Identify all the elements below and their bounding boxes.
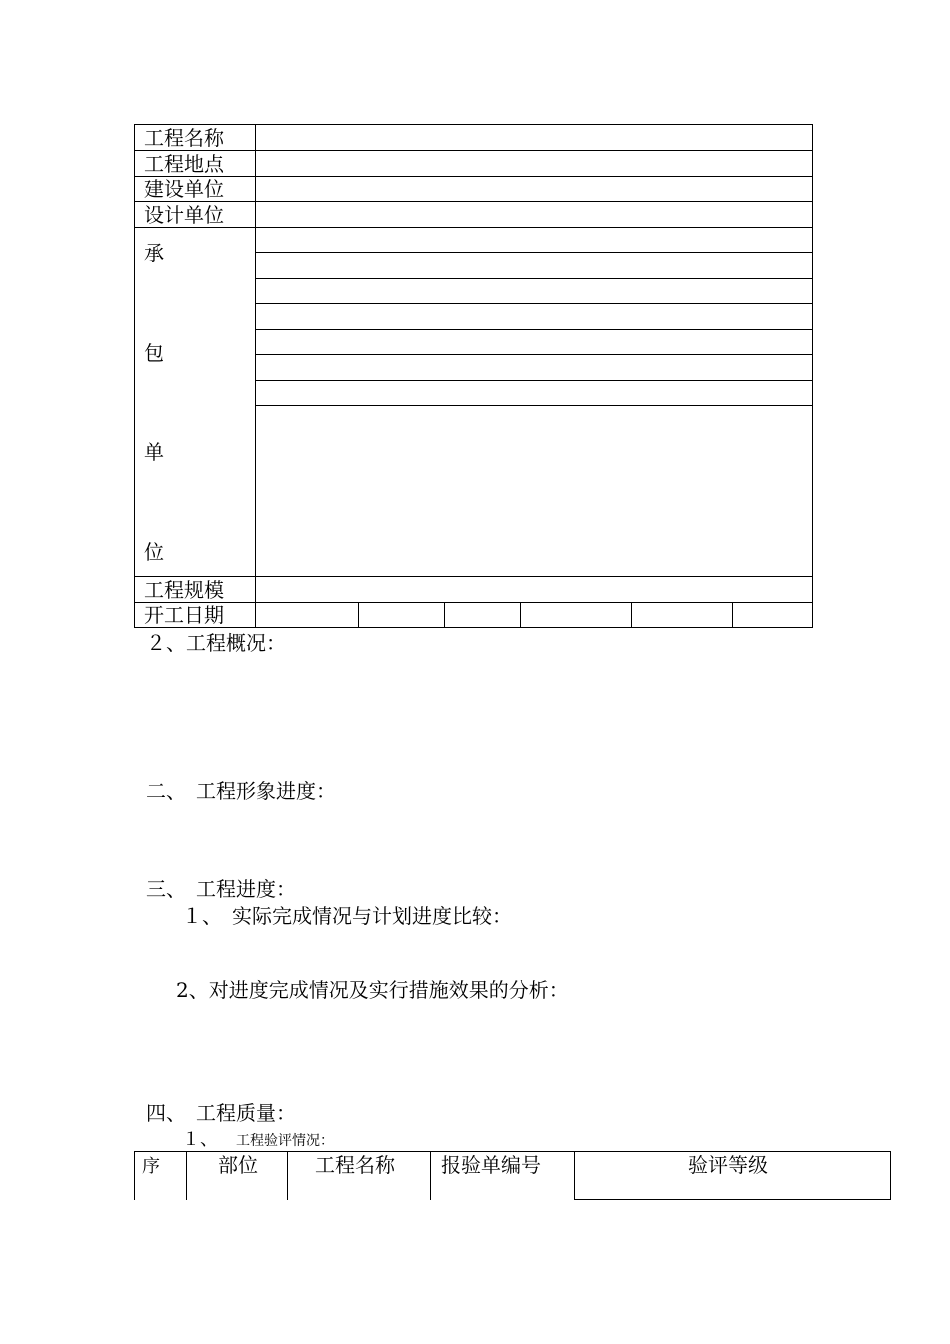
project-location-label: 工程地点 (144, 152, 224, 176)
contractor-char-3: 单 (144, 440, 164, 464)
section-image-progress: 二、 工程形象进度： (146, 779, 336, 803)
header-project-name: 工程名称 (315, 1153, 395, 1177)
scale-label: 工程规模 (144, 578, 224, 602)
start-date-label: 开工日期 (144, 603, 224, 627)
owner-label: 建设单位 (144, 177, 224, 201)
header-evaluation-grade: 验评等级 (688, 1153, 768, 1177)
section-quality: 四、 工程质量： (146, 1101, 296, 1125)
contractor-char-2: 包 (144, 341, 164, 365)
header-part: 部位 (218, 1153, 258, 1177)
progress-item-1: １、 实际完成情况与计划进度比较： (182, 904, 512, 928)
section-progress: 三、 工程进度： (146, 877, 296, 901)
quality-item-1-number: １、 (182, 1129, 218, 1150)
designer-label: 设计单位 (144, 203, 224, 227)
header-index: 序 (142, 1156, 160, 1177)
header-report-number: 报验单编号 (441, 1153, 541, 1177)
contractor-char-1: 承 (144, 241, 164, 265)
contractor-char-4: 位 (144, 540, 164, 564)
quality-item-1-text: 工程验评情况： (236, 1133, 334, 1149)
project-name-label: 工程名称 (144, 126, 224, 150)
progress-item-2: 2、对进度完成情况及实行措施效果的分析： (176, 978, 569, 1002)
section-overview: ２、工程概况： (146, 631, 286, 655)
